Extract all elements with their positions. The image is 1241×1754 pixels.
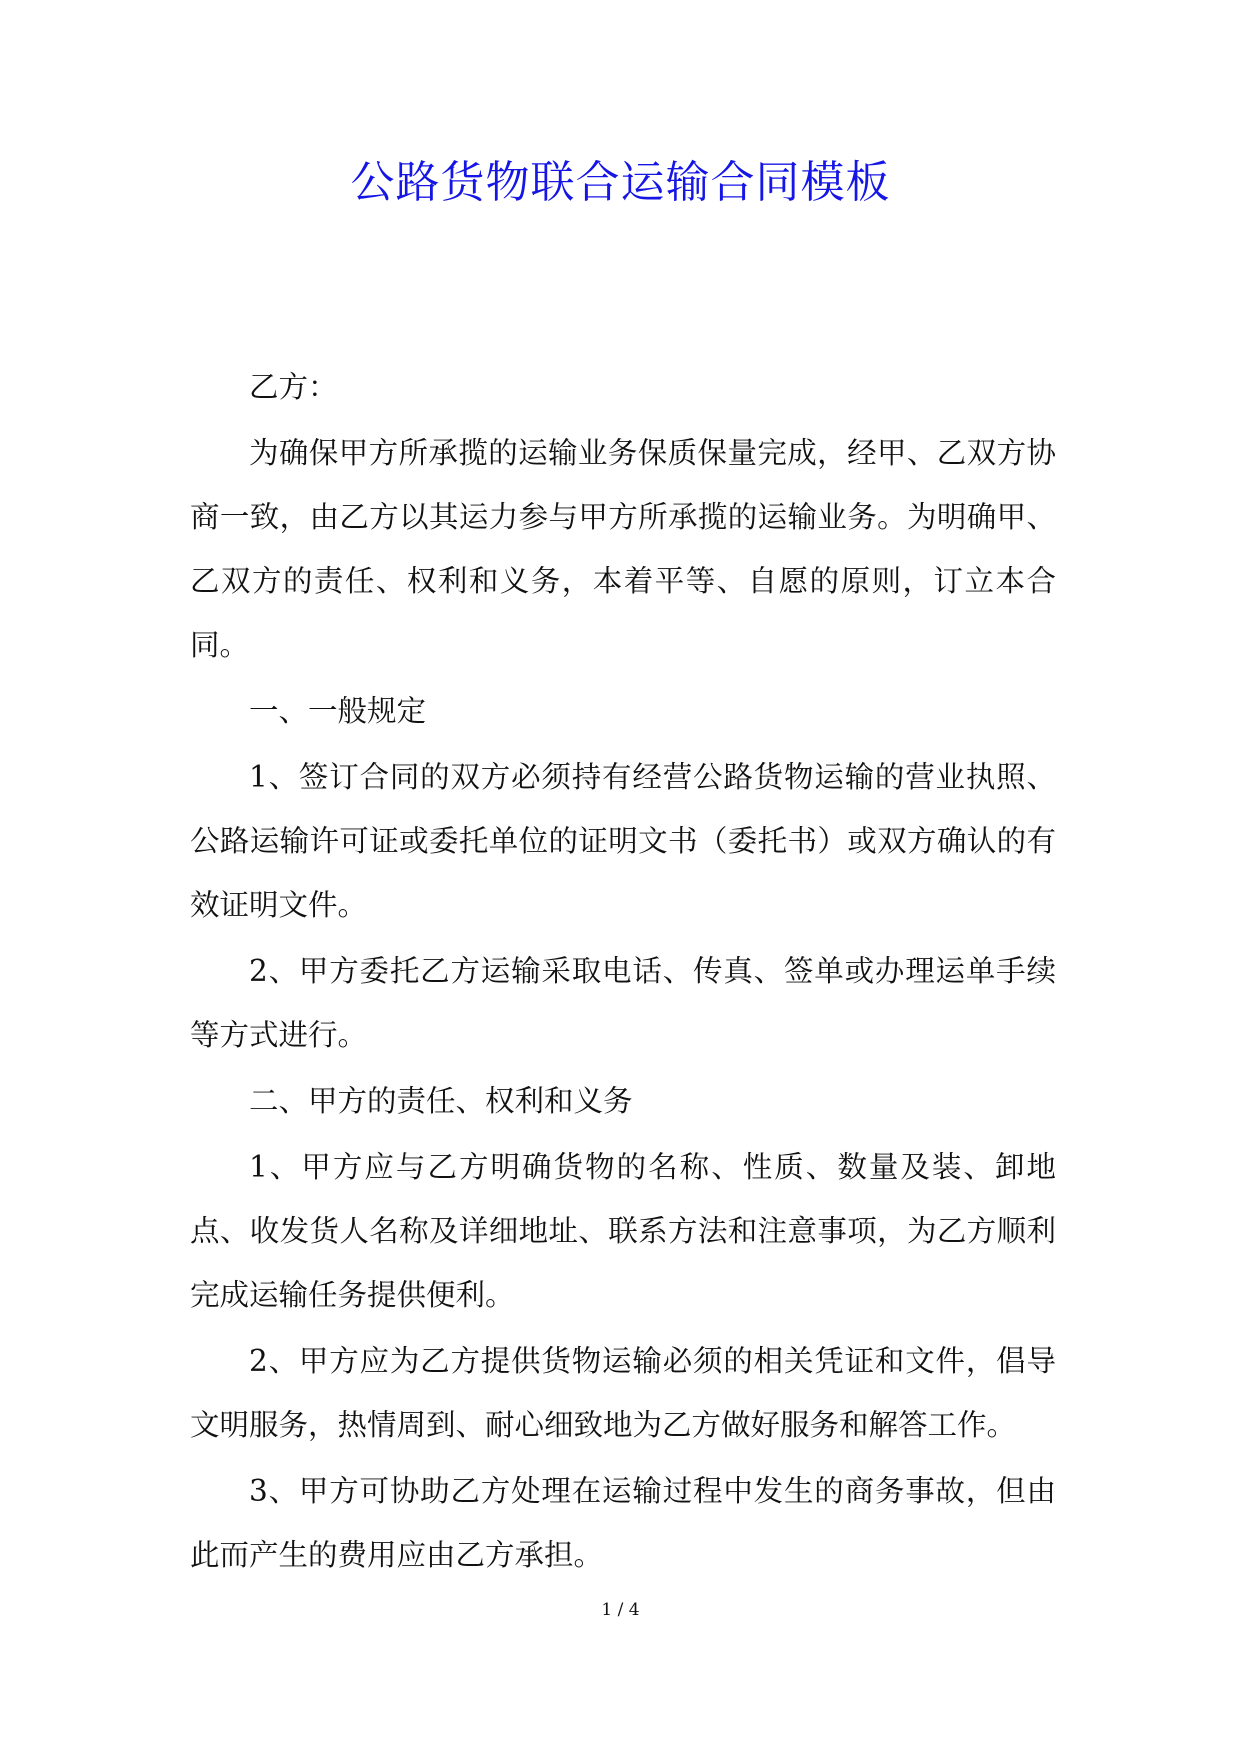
page-number: 1 / 4 [601, 1600, 640, 1620]
document-body [190, 355, 1056, 1589]
clause-paragraph: 3、甲方可协助乙方处理在运输过程中发生的商务事故，但由此而产生的费用应由乙方承担。 [190, 1474, 1056, 1572]
section-heading-general: 一、一般规定 [249, 694, 427, 728]
clause-paragraph: 1、甲方应与乙方明确货物的名称、性质、数量及装、卸地点、收发货人名称及详细地址、联系方法和注意事项，为乙方顺利完成运输任务提供便利。 [190, 1150, 1056, 1312]
section-heading-party-a: 二、甲方的责任、权利和义务 [249, 1084, 633, 1118]
clause-paragraph: 2、甲方应为乙方提供货物运输必须的相关凭证和文件，倡导文明服务，热情周到、耐心细致地为乙方做好服务和解答工作。 [190, 1344, 1056, 1442]
clause-paragraph: 2、甲方委托乙方运输采取电话、传真、签单或办理运单手续等方式进行。 [190, 954, 1056, 1052]
document-title: 公路货物联合运输合同模板 [350, 157, 891, 208]
party-b-label: 乙方： [249, 370, 338, 404]
clause-paragraph: 1、签订合同的双方必须持有经营公路货物运输的营业执照、公路运输许可证或委托单位的证明文书（委托书）或双方确认的有效证明文件。 [190, 760, 1056, 922]
preamble-paragraph: 为确保甲方所承揽的运输业务保质保量完成，经甲、乙双方协商一致，由乙方以其运力参与甲方所承揽的运输业务。为明确甲、乙双方的责任、权利和义务，本着平等、自愿的原则，订立本合同。 [190, 436, 1056, 662]
